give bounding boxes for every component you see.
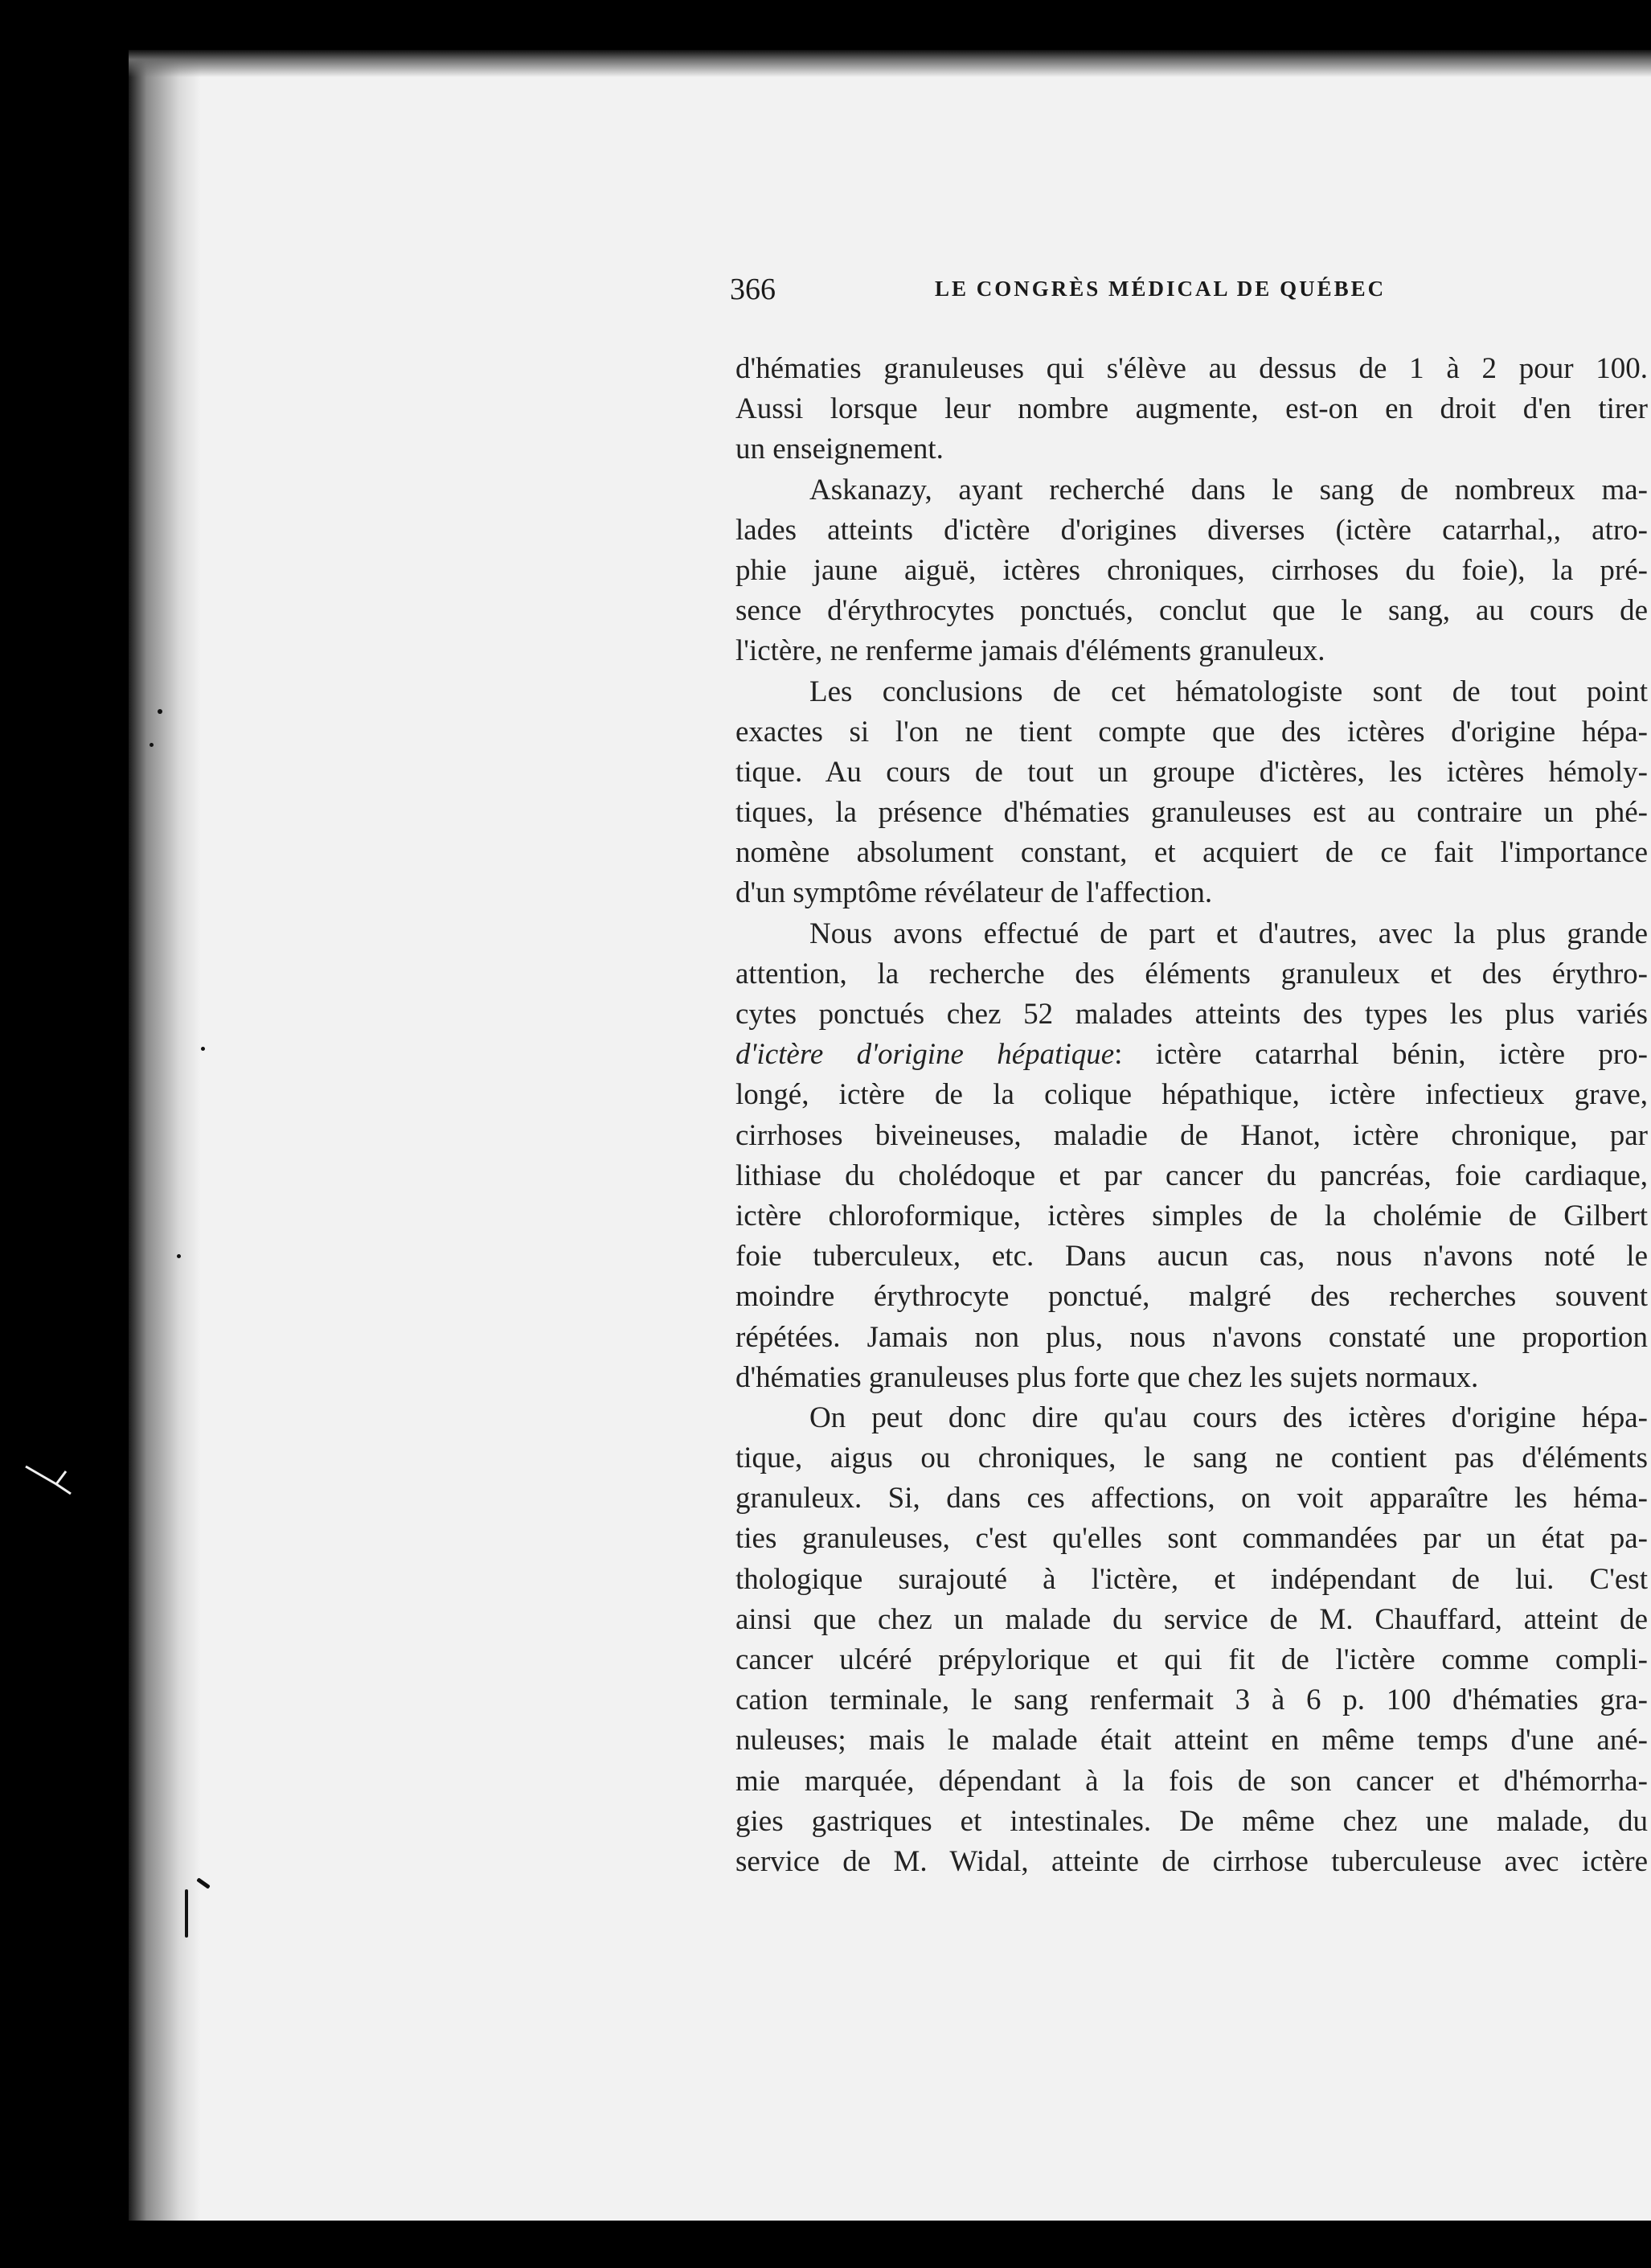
text-line: service de M. Widal, atteinte de cirrhose tuberculeuse avec ictère [735, 1844, 1648, 1878]
body-text [735, 349, 1648, 1882]
text-line: longé, ictère de la colique hépathique, ictère infectieux grave, [735, 1078, 1648, 1112]
text-line: un enseignement. [735, 433, 944, 466]
text-line: Les conclusions de cet hématologiste sont de tout point [809, 675, 1648, 708]
text-line: lithiase du cholédoque et par cancer du pancréas, foie cardiaque, [735, 1159, 1648, 1192]
text-line: ties granuleuses, c'est qu'elles sont commandées par un état pa- [735, 1522, 1648, 1556]
scan-speck [185, 1889, 188, 1938]
text-line: foie tuberculeux, etc. Dans aucun cas, nous n'avons noté le [735, 1240, 1648, 1273]
text-line: Aussi lorsque leur nombre augmente, est-on en droit d'en tirer [735, 392, 1648, 426]
text-line: granuleux. Si, dans ces affections, on voit apparaître les héma- [735, 1482, 1648, 1515]
text-line: d'hématies granuleuses qui s'élève au dessus de 1 à 2 pour 100. [735, 352, 1648, 385]
text-line: tique. Au cours de tout un groupe d'ictères, les ictères hémoly- [735, 755, 1648, 789]
text-line: sence d'érythrocytes ponctués, conclut que le sang, au cours de [735, 594, 1648, 628]
text-line: cytes ponctués chez 52 malades atteints des types les plus variés [735, 998, 1648, 1031]
text-line: répétées. Jamais non plus, nous n'avons constaté une proportion [735, 1320, 1648, 1354]
text-line-italic-lead [735, 1035, 1648, 1075]
text-line: tiques, la présence d'hématies granuleuses est au contraire un phé- [735, 796, 1648, 830]
text-line: lades atteints d'ictère d'origines diverses (ictère catarrhal,, atro- [735, 513, 1648, 547]
text-line: mie marquée, dépendant à la fois de son cancer et d'hémorrha- [735, 1764, 1648, 1798]
scan-speck [150, 743, 154, 747]
text-line: phie jaune aiguë, ictères chroniques, cirrhoses du foie), la pré- [735, 553, 1648, 587]
text-line: d'hématies granuleuses plus forte que chez les sujets normaux. [735, 1360, 1479, 1394]
page-number: 366 [730, 273, 776, 306]
text-line: ictère chloroformique, ictères simples de la cholémie de Gilbert [735, 1199, 1648, 1232]
text-line: Askanazy, ayant recherché dans le sang de nombreux ma- [809, 473, 1648, 507]
gutter-shadow [129, 50, 201, 2221]
scan-speck [177, 1254, 181, 1258]
top-edge-shadow [129, 50, 1651, 77]
text-line: cirrhoses biveineuses, maladie de Hanot, ictère chronique, par [735, 1118, 1648, 1152]
italic-phrase: d'ictère d'origine hépatique [735, 1038, 1115, 1072]
running-title: LE CONGRÈS MÉDICAL DE QUÉBEC [935, 277, 1387, 301]
text-line: On peut donc dire qu'au cours des ictères d'origine hépa- [809, 1401, 1648, 1434]
text-line: attention, la recherche des éléments granuleux et des érythro- [735, 957, 1648, 990]
scan-speck [158, 709, 162, 714]
text-line: gies gastriques et intestinales. De même chez une malade, du [735, 1804, 1648, 1838]
text-line: d'un symptôme révélateur de l'affection. [735, 876, 1213, 910]
text-line: thologique surajouté à l'ictère, et indépendant de lui. C'est [735, 1562, 1648, 1596]
text-line: ainsi que chez un malade du service de M. Chauffard, atteint de [735, 1602, 1648, 1636]
text-line: nuleuses; mais le malade était atteint en même temps d'une ané- [735, 1724, 1648, 1757]
text-line: cancer ulcéré prépylorique et qui fit de l'ictère comme compli- [735, 1643, 1648, 1676]
text-line: exactes si l'on ne tient compte que des ictères d'origine hépa- [735, 715, 1648, 748]
text-line: Nous avons effectué de part et d'autres, avec la plus grande [809, 917, 1648, 950]
scan-mark [24, 1463, 72, 1495]
text-line: l'ictère, ne renferme jamais d'éléments granuleux. [735, 634, 1325, 668]
text-line: moindre érythrocyte ponctué, malgré des recherches souvent [735, 1280, 1648, 1314]
scan-speck [201, 1047, 205, 1051]
text-line: nomène absolument constant, et acquiert de ce fait l'importance [735, 836, 1648, 870]
text-run: : ictère catarrhal bénin, ictère pro- [1114, 1038, 1648, 1072]
text-line: cation terminale, le sang renfermait 3 à 6 p. 100 d'hématies gra- [735, 1684, 1648, 1717]
text-line: tique, aigus ou chroniques, le sang ne contient pas d'éléments [735, 1442, 1648, 1475]
running-head [730, 272, 1598, 320]
